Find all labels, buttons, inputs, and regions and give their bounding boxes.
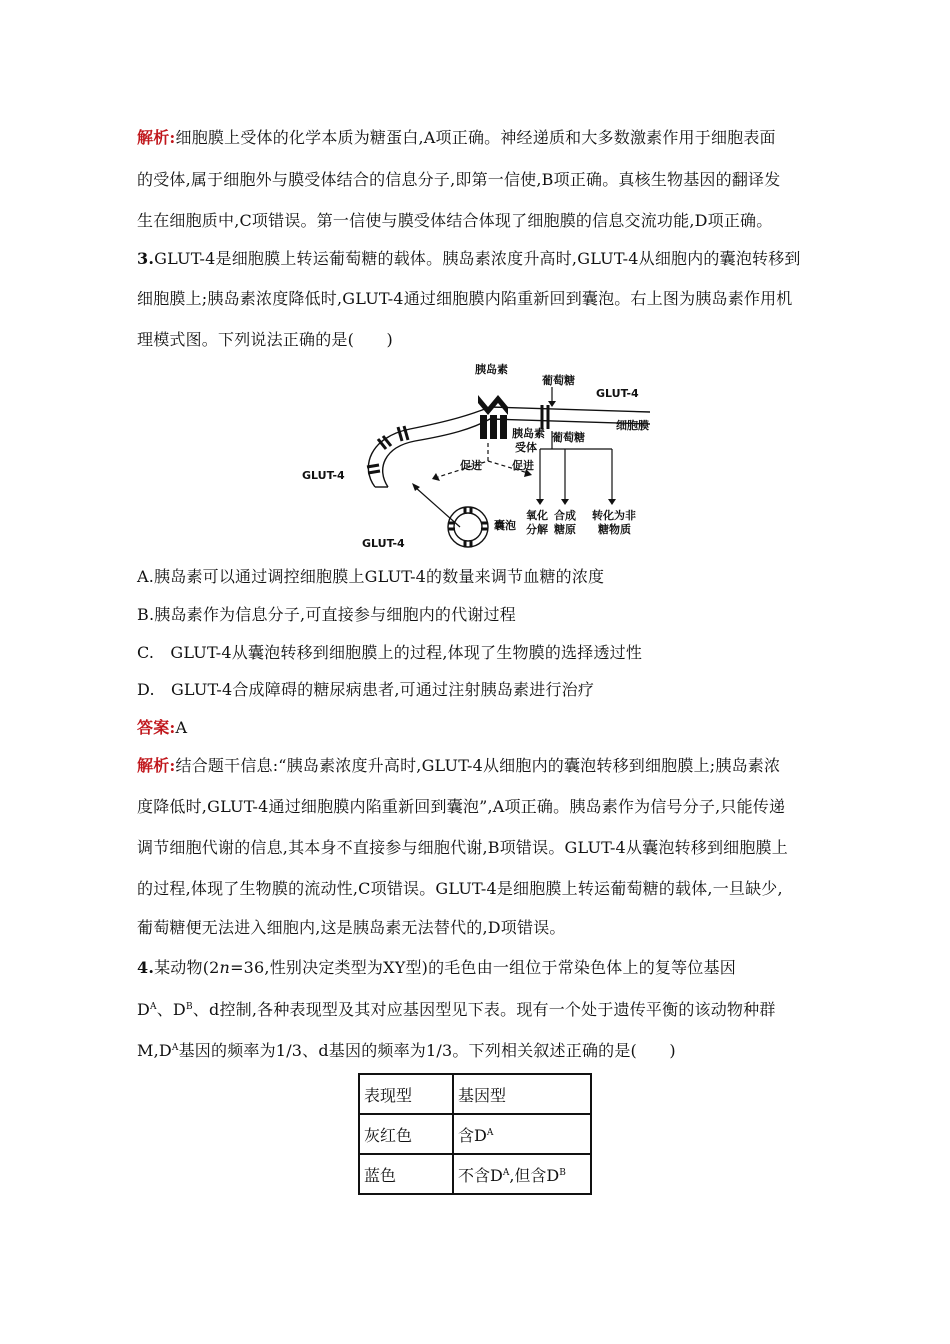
q3-analysis-line-1 bbox=[137, 756, 780, 776]
label-nonsugar-2: 糖物质 bbox=[598, 523, 631, 536]
q3-analysis-text: 结合题干信息:“胰岛素浓度升高时,GLUT-4从细胞内的囊泡转移到细胞膜上;胰岛素浓 bbox=[175, 756, 781, 775]
q3-analysis-line-2: 度降低时,GLUT-4通过细胞膜内陷重新回到囊泡”,A项正确。胰岛素作为信号分子,只能传递 bbox=[137, 797, 786, 816]
label-glut4-left: GLUT-4 bbox=[302, 469, 345, 482]
q4-stem-line-2 bbox=[137, 1000, 776, 1020]
q3-option-b: B.胰岛素作为信息分子,可直接参与细胞内的代谢过程 bbox=[137, 605, 516, 624]
q3-analysis-line-5: 葡萄糖便无法进入细胞内,这是胰岛素无法替代的,D项错误。 bbox=[137, 918, 566, 937]
cell-text: 含D bbox=[458, 1125, 487, 1145]
table-row bbox=[359, 1114, 591, 1154]
table-cell: 蓝色 bbox=[359, 1154, 453, 1194]
label-glycogen-1: 合成 bbox=[554, 509, 576, 522]
q4-italic-n: n bbox=[219, 958, 231, 977]
cell-text: 不含D bbox=[458, 1165, 503, 1185]
table-cell bbox=[453, 1154, 591, 1194]
q3-stem-text: GLUT-4是细胞膜上转运葡萄糖的载体。胰岛素浓度升高时,GLUT-4从细胞内的囊泡转移到 bbox=[154, 249, 801, 268]
q2-analysis-line-3: 生在细胞质中,C项错误。第一信使与膜受体结合体现了细胞膜的信息交流功能,D项正确。 bbox=[137, 211, 773, 230]
table-header-cell: 基因型 bbox=[453, 1074, 591, 1114]
label-promote-2: 促进 bbox=[512, 459, 534, 472]
answer-label: 答案: bbox=[137, 718, 176, 737]
question-number: 4. bbox=[137, 958, 155, 977]
q3-option-a: A.胰岛素可以通过调控细胞膜上GLUT-4的数量来调节血糖的浓度 bbox=[137, 567, 605, 586]
table-header-row bbox=[359, 1074, 591, 1114]
label-glut4-bottom: GLUT-4 bbox=[362, 537, 405, 550]
label-receptor-2: 受体 bbox=[515, 441, 537, 454]
q2-analysis-line-1 bbox=[137, 128, 776, 148]
analysis-label: 解析: bbox=[137, 128, 176, 147]
table-cell bbox=[453, 1114, 591, 1154]
q4-text: 、D bbox=[156, 1000, 186, 1019]
answer-value: A bbox=[175, 718, 188, 737]
table-row bbox=[359, 1154, 591, 1194]
q4-text: M,D bbox=[137, 1041, 172, 1060]
vesicle bbox=[448, 507, 488, 547]
superscript: A bbox=[486, 1127, 494, 1138]
label-membrane: 细胞膜 bbox=[616, 419, 649, 432]
label-insulin: 胰岛素 bbox=[475, 363, 508, 376]
q3-analysis-line-3: 调节细胞代谢的信息,其本身不直接参与细胞代谢,B项错误。GLUT-4从囊泡转移到细胞膜上 bbox=[137, 838, 788, 857]
q4-text: 某动物(2 bbox=[154, 958, 220, 977]
label-nonsugar-1: 转化为非 bbox=[592, 509, 636, 522]
table-header-cell: 表现型 bbox=[359, 1074, 453, 1114]
q2-analysis-line-2: 的受体,属于细胞外与膜受体结合的信息分子,即第一信使,B项正确。真核生物基因的翻译发 bbox=[137, 170, 781, 189]
superscript: A bbox=[150, 1002, 157, 1012]
label-oxidation-2: 分解 bbox=[526, 523, 548, 536]
q4-stem-line-1 bbox=[137, 958, 736, 978]
q4-text: 基因的频率为1/3、d基因的频率为1/3。下列相关叙述正确的是( ) bbox=[178, 1041, 676, 1060]
label-glucose-top: 葡萄糖 bbox=[542, 374, 575, 387]
label-promote-1: 促进 bbox=[460, 459, 482, 472]
q3-stem-line-1 bbox=[137, 249, 801, 269]
superscript: A bbox=[171, 1043, 179, 1053]
label-oxidation-1: 氧化 bbox=[526, 509, 548, 522]
q4-text: =36,性别决定类型为XY型)的毛色由一组位于常染色体上的复等位基因 bbox=[230, 958, 736, 977]
insulin-receptor bbox=[478, 395, 508, 439]
q2-analysis-text: 细胞膜上受体的化学本质为糖蛋白,A项正确。神经递质和大多数激素作用于细胞表面 bbox=[175, 128, 776, 147]
q3-answer bbox=[137, 718, 187, 738]
q3-analysis-line-4: 的过程,体现了生物膜的流动性,C项错误。GLUT-4是细胞膜上转运葡萄糖的载体,一旦缺少, bbox=[137, 879, 783, 898]
q3-stem-line-3: 理模式图。下列说法正确的是( ) bbox=[137, 330, 393, 349]
cell-membrane bbox=[368, 407, 650, 487]
question-number: 3. bbox=[137, 249, 155, 268]
superscript: B bbox=[185, 1002, 193, 1012]
q3-option-c: C. GLUT-4从囊泡转移到细胞膜上的过程,体现了生物膜的选择透过性 bbox=[137, 643, 643, 662]
superscript: A bbox=[502, 1167, 510, 1178]
q3-option-d: D. GLUT-4合成障碍的糖尿病患者,可通过注射胰岛素进行治疗 bbox=[137, 680, 595, 699]
q4-text: D bbox=[137, 1000, 151, 1019]
label-receptor-1: 胰岛素 bbox=[512, 427, 545, 440]
label-glycogen-2: 糖原 bbox=[554, 523, 576, 536]
analysis-label: 解析: bbox=[137, 756, 176, 775]
superscript: B bbox=[559, 1167, 566, 1178]
q4-stem-line-3 bbox=[137, 1041, 676, 1061]
arrow-heads bbox=[412, 401, 616, 505]
cell-text: ,但含D bbox=[509, 1165, 560, 1185]
table-cell: 灰红色 bbox=[359, 1114, 453, 1154]
q4-text: 、d控制,各种表现型及其对应基因型见下表。现有一个处于遗传平衡的该动物种群 bbox=[192, 1000, 776, 1019]
label-glut4-top: GLUT-4 bbox=[596, 387, 639, 400]
phenotype-genotype-table bbox=[358, 1073, 592, 1195]
label-vesicle: 囊泡 bbox=[494, 519, 516, 532]
insulin-mechanism-diagram bbox=[300, 357, 660, 557]
q3-stem-line-2: 细胞膜上;胰岛素浓度降低时,GLUT-4通过细胞膜内陷重新回到囊泡。右上图为胰岛素作用机 bbox=[137, 289, 793, 308]
label-glucose-mid: 葡萄糖 bbox=[552, 431, 585, 444]
